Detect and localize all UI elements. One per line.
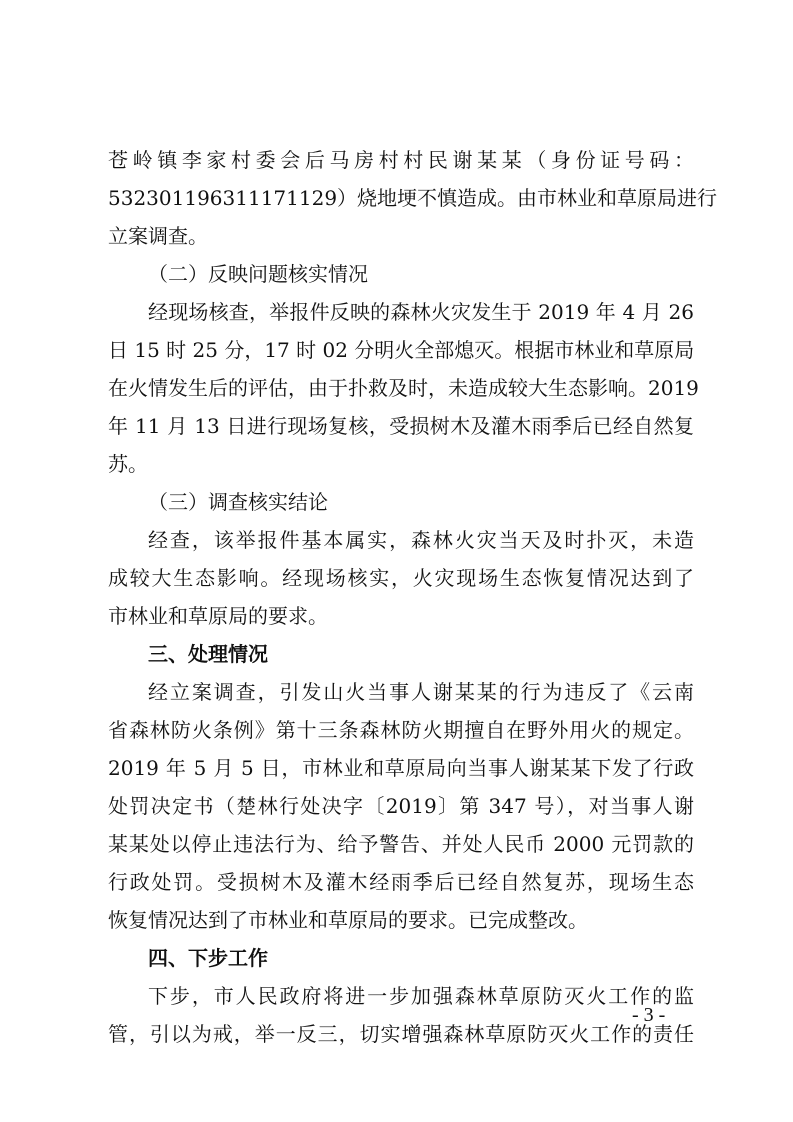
body-line: 下步，市人民政府将进一步加强森林草原防灭火工作的监 — [148, 984, 694, 1008]
section-heading: （三）调查核实结论 — [148, 490, 328, 514]
body-line: 市林业和草原局的要求。 — [108, 604, 328, 628]
body-line: 成较大生态影响。经现场核实，火灾现场生态恢复情况达到了 — [108, 566, 694, 590]
body-line: 经立案调查，引发山火当事人谢某某的行为违反了《云南 — [148, 680, 694, 704]
main-heading: 四、下步工作 — [148, 946, 268, 970]
body-line: 苏。 — [108, 452, 148, 476]
body-line: 2019 年 5 月 5 日，市林业和草原局向当事人谢某某下发了行政 — [108, 756, 694, 780]
body-line: 行政处罚。受损树木及灌木经雨季后已经自然复苏，现场生态 — [108, 870, 694, 894]
body-line: 省森林防火条例》第十三条森林防火期擅自在野外用火的规定。 — [108, 718, 694, 742]
body-line: 年 11 月 13 日进行现场复核，受损树木及灌木雨季后已经自然复 — [108, 414, 694, 438]
body-line: 在火情发生后的评估，由于扑救及时，未造成较大生态影响。2019 — [108, 376, 699, 400]
body-line: 某某处以停止违法行为、给予警告、并处人民币 2000 元罚款的 — [108, 832, 694, 856]
body-line: 恢复情况达到了市林业和草原局的要求。已完成整改。 — [108, 908, 588, 932]
body-line: 苍岭镇李家村委会后马房村村民谢某某（身份证号码： — [108, 148, 694, 172]
body-line: 532301196311171129）烧地埂不慎造成。由市林业和草原局进行 — [108, 186, 718, 210]
body-line: 经查，该举报件基本属实，森林火灾当天及时扑灭，未造 — [148, 528, 694, 552]
body-line: 日 15 时 25 分，17 时 02 分明火全部熄灭。根据市林业和草原局 — [108, 338, 695, 362]
body-line: 管，引以为戒，举一反三，切实增强森林草原防灭火工作的责任 — [108, 1022, 694, 1046]
main-heading: 三、处理情况 — [148, 642, 268, 666]
body-line: 处罚决定书（楚林行处决字〔2019〕第 347 号），对当事人谢 — [108, 794, 694, 818]
body-line: 经现场核查，举报件反映的森林火灾发生于 2019 年 4 月 26 — [148, 300, 694, 324]
section-heading: （二）反映问题核实情况 — [148, 262, 368, 286]
page-number: - 3 - — [632, 1004, 666, 1026]
body-line: 立案调查。 — [108, 224, 208, 248]
